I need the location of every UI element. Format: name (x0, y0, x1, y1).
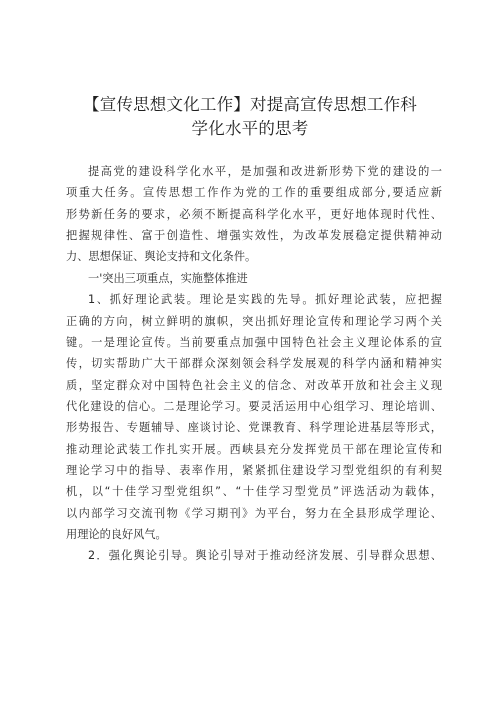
paragraph-line: 理论学习中的指导、表率作用，紧紧抓住建设学习型党组织的有利契 (66, 463, 442, 477)
paragraph-line: 键。一是理论宣传。当前要重点加强中国特色社会主义理论体系的宣 (66, 335, 442, 349)
paragraph-line: 项重大任务。宣传思想工作作为党的工作的重要组成部分,要适应新 (66, 186, 442, 200)
paragraph-line: 以内部学习交流刊物《学习期刊》为平台，努力在全县形成学理论、 (66, 506, 442, 520)
paragraph-line: 一'突出三项重点，实施整体推进 (88, 271, 248, 285)
paragraph-line: 传，切实帮助广大干部群众深刻领会科学发展观的科学内涵和精神实 (66, 357, 442, 371)
document-title-line-1: 【宣传思想文化工作】对提高宣传思想工作科 (83, 95, 417, 114)
paragraph-line: 2．强化舆论引导。舆论引导对于推动经济发展、引导群众思想、 (88, 549, 442, 563)
paragraph-line: 提高党的建设科学化水平，是加强和改进新形势下党的建设的一 (88, 165, 442, 178)
document-title-line-2: 学化水平的思考 (191, 119, 309, 138)
paragraph-line: 形势报告、专题辅导、座谈讨论、党课教育、科学理论进基层等形式， (66, 421, 442, 435)
paragraph-line: 代化建设的信心。二是理论学习。要灵活运用中心组学习、理论培训、 (66, 399, 442, 413)
paragraph-line: 力、思想保证、舆论支持和文化条件。 (66, 250, 257, 264)
paragraph-line: 机，以“十佳学习型党组织”、“十佳学习型党员”评选活动为载体， (66, 485, 442, 499)
paragraph-line: 正确的方向，树立鲜明的旗帜，突出抓好理论宣传和理论学习两个关 (66, 314, 442, 328)
paragraph-line: 推动理论武装工作扎实开展。西峡县充分发挥党员干部在理论宣传和 (66, 442, 442, 456)
paragraph-line: 把握规律性、富于创造性、增强实效性，为改革发展稳定提供精神动 (66, 229, 442, 243)
paragraph-line: 用理论的良好风气。 (66, 528, 167, 541)
paragraph-line: 质，坚定群众对中国特色社会主义的信念、对改革开放和社会主义现 (66, 378, 442, 392)
paragraph-line: 1、抓好理论武装。理论是实践的先导。抓好理论武装，应把握 (88, 293, 442, 307)
paragraph-line: 形势新任务的要求，必须不断提高科学化水平，更好地体现时代性、 (66, 207, 442, 221)
